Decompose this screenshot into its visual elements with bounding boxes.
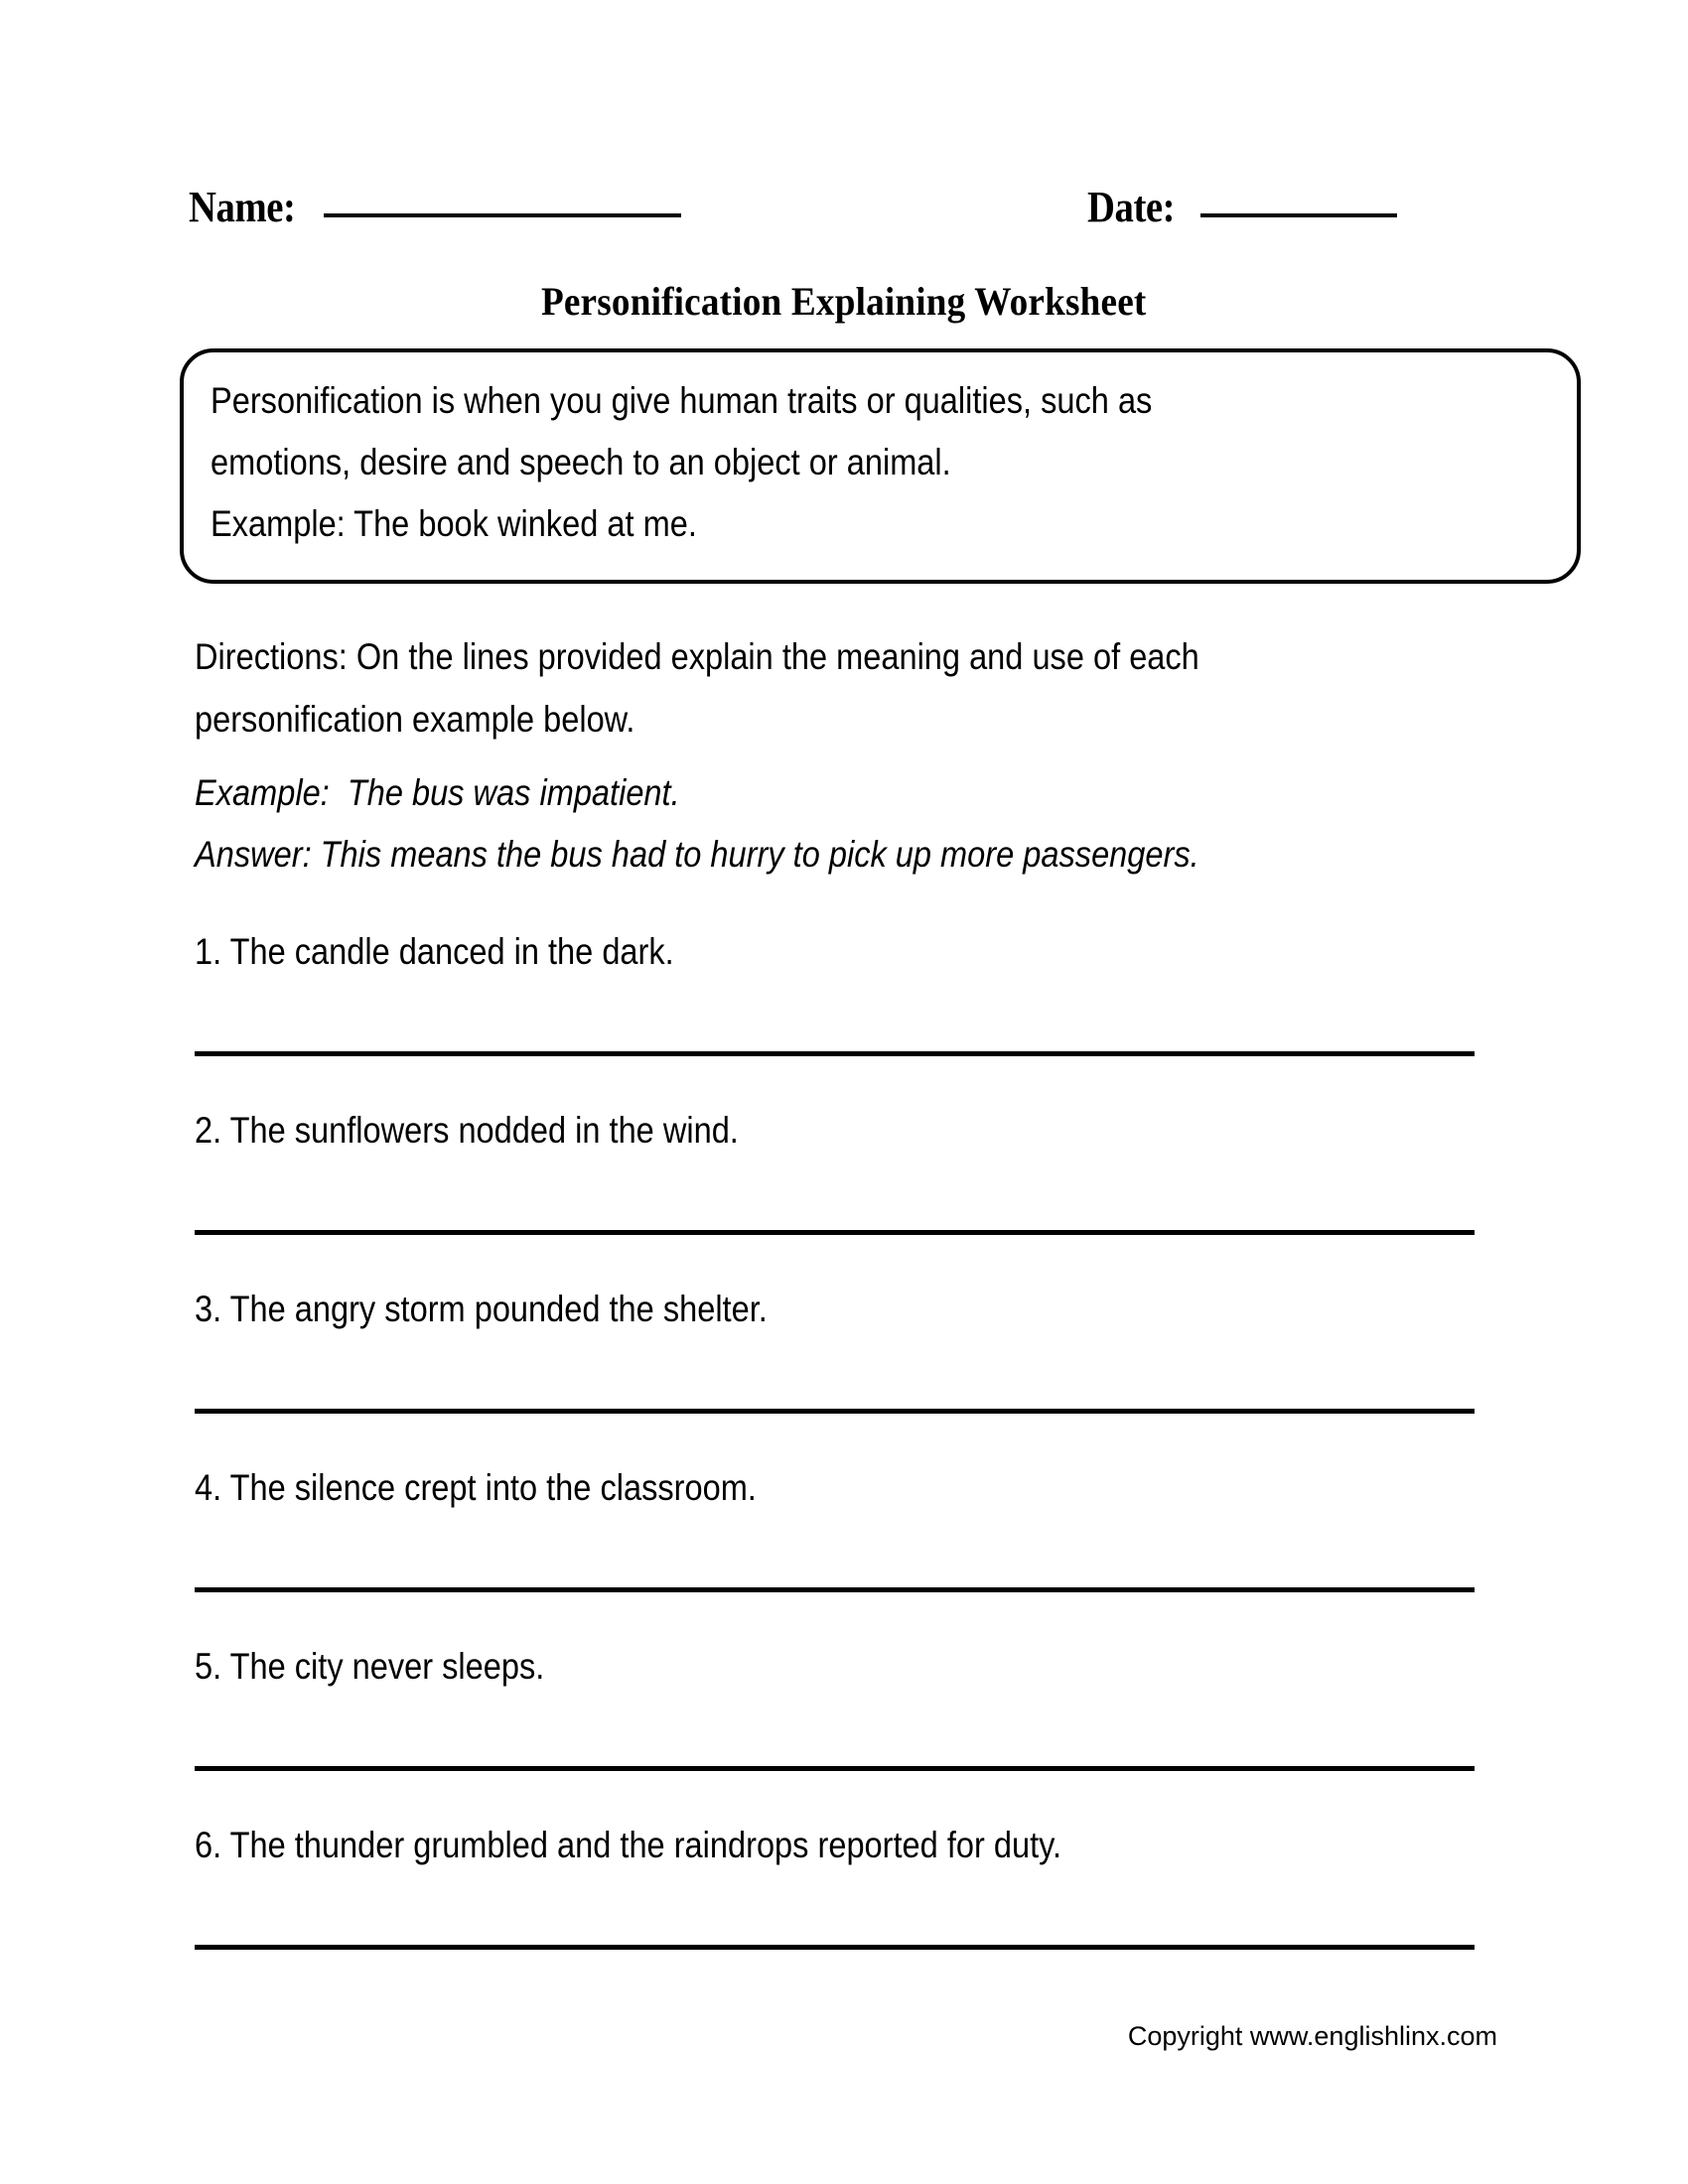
answer-line-4[interactable]	[195, 1587, 1475, 1592]
answer-line-1[interactable]	[195, 1051, 1475, 1056]
directions-line-2: personification example below.	[195, 699, 635, 740]
copyright-text: Copyright www.englishlinx.com	[1127, 2021, 1497, 2051]
item-text-4: 4. The silence crept into the classroom.	[195, 1467, 757, 1508]
item-text-5: 5. The city never sleeps.	[195, 1646, 545, 1687]
page-title-text: Personification Explaining Worksheet	[541, 279, 1147, 324]
item-text-3: 3. The angry storm pounded the shelter.	[195, 1289, 768, 1329]
item-text-1: 1. The candle danced in the dark.	[195, 931, 674, 972]
directions-line-1: Directions: On the lines provided explain the meaning and use of each	[195, 636, 1199, 677]
definition-line-1: Personification is when you give human traits or qualities, such as	[211, 380, 1153, 421]
list-item	[195, 928, 1525, 976]
answer-line-3[interactable]	[195, 1409, 1475, 1414]
definition-line-2: emotions, desire and speech to an object or animal.	[211, 442, 951, 482]
answer-line-2[interactable]	[195, 1230, 1475, 1235]
item-text-6: 6. The thunder grumbled and the raindrops reported for duty.	[195, 1825, 1062, 1865]
definition-example-line: Example: The book winked at me.	[211, 503, 697, 544]
answer-line-6[interactable]	[195, 1945, 1475, 1950]
date-label: Date:	[1087, 183, 1176, 231]
answer-line-5[interactable]	[195, 1766, 1475, 1771]
list-item	[195, 1286, 1525, 1333]
list-item	[195, 1464, 1525, 1512]
list-item	[195, 1822, 1525, 1869]
list-item	[195, 1107, 1525, 1155]
item-text-2: 2. The sunflowers nodded in the wind.	[195, 1110, 739, 1151]
worked-example-prompt: Example: The bus was impatient.	[195, 772, 680, 813]
copyright-footer	[0, 2020, 1688, 2052]
worked-example-answer: Answer: This means the bus had to hurry to pick up more passengers.	[195, 834, 1199, 875]
list-item	[195, 1643, 1525, 1691]
name-label: Name:	[189, 183, 296, 231]
